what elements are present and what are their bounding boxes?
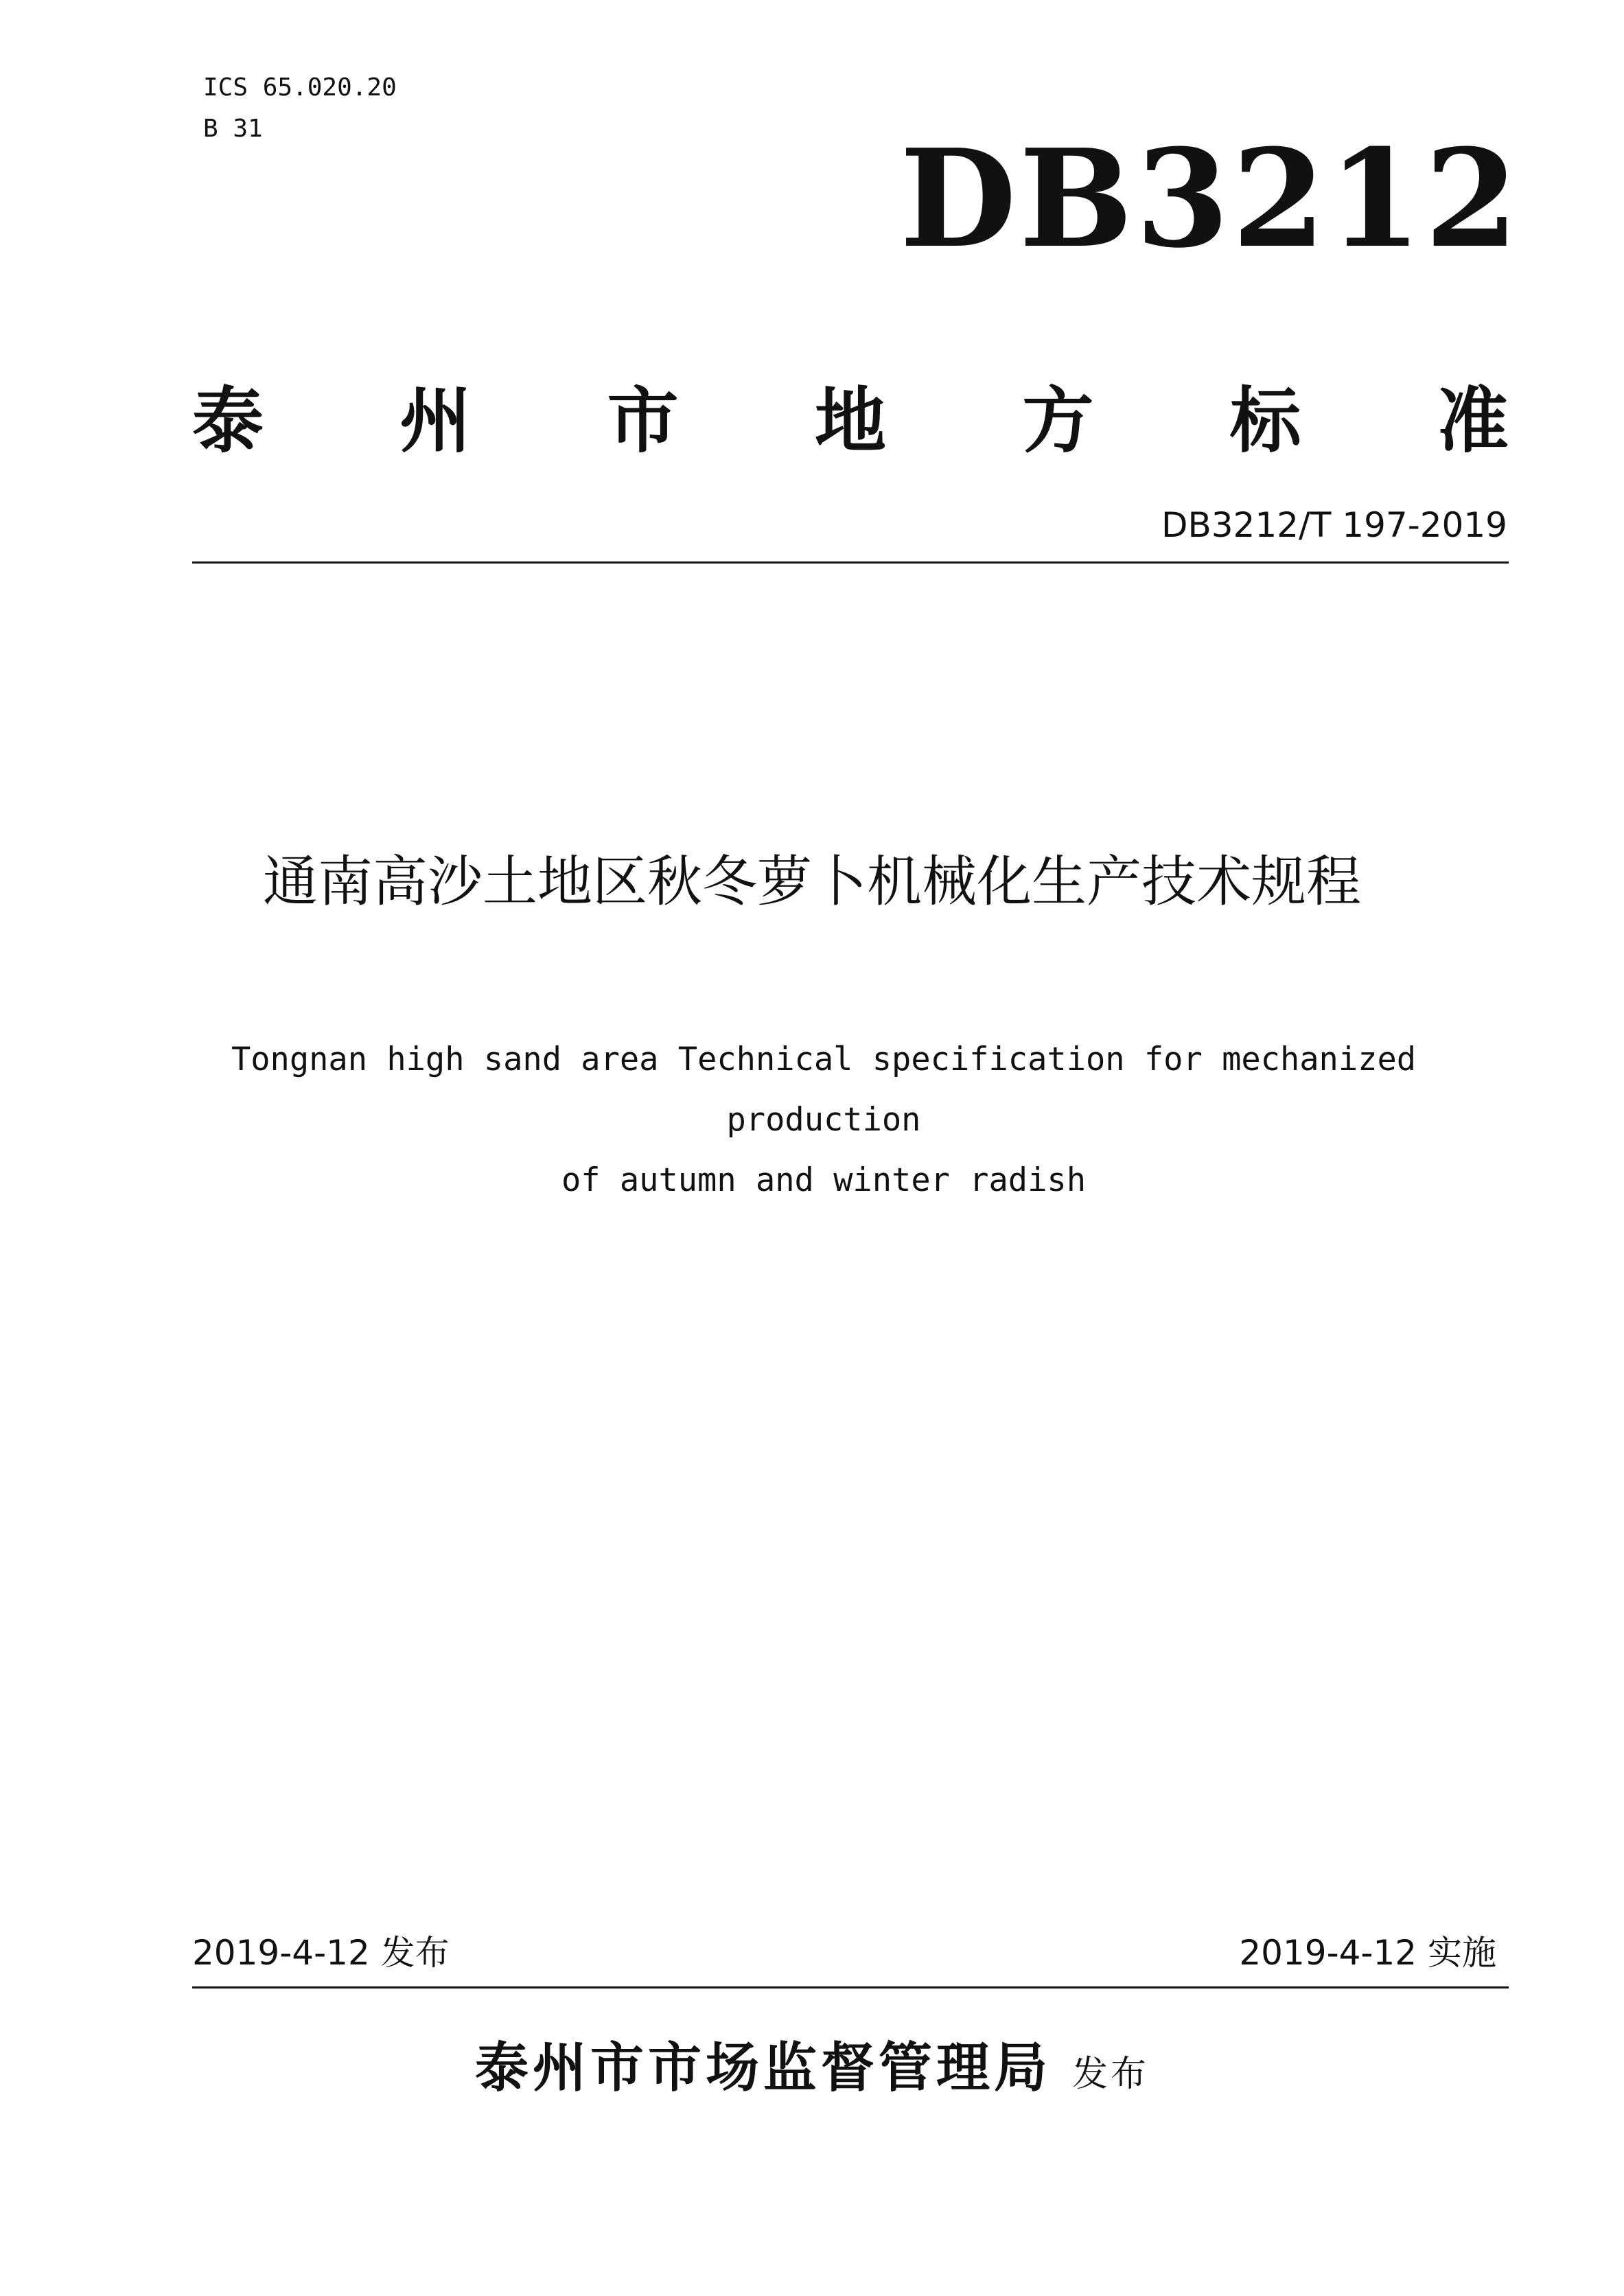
standard-type-heading: 泰 州 市 地 方 标 准 [192,379,1510,463]
document-title-english [137,1030,1510,1211]
ccs-code: B 31 [203,115,263,143]
implementation-date: 2019-4-12 实施 [1239,1933,1496,1973]
issuer-name: 泰州市市场监督管理局 [474,2037,1052,2099]
issuer-suffix: 发布 [1072,2054,1150,2095]
issuer-line [0,2030,1624,2112]
ics-code: ICS 65.020.20 [203,73,397,102]
top-divider [192,561,1509,564]
standard-number: DB3212/T 197-2019 [1161,505,1507,545]
english-title-line-1: Tongnan high sand area Technical specification for mechanized production [231,1041,1417,1139]
issue-date: 2019-4-12 发布 [192,1933,450,1973]
bottom-divider [192,1986,1509,1988]
classification-codes [203,67,397,150]
document-title-chinese: 通南高沙土地区秋冬萝卜机械化生产技术规程 [263,850,1361,914]
english-title-line-2: of autumn and winter radish [561,1161,1086,1199]
standard-code-logo: DB3212 [899,120,1521,278]
